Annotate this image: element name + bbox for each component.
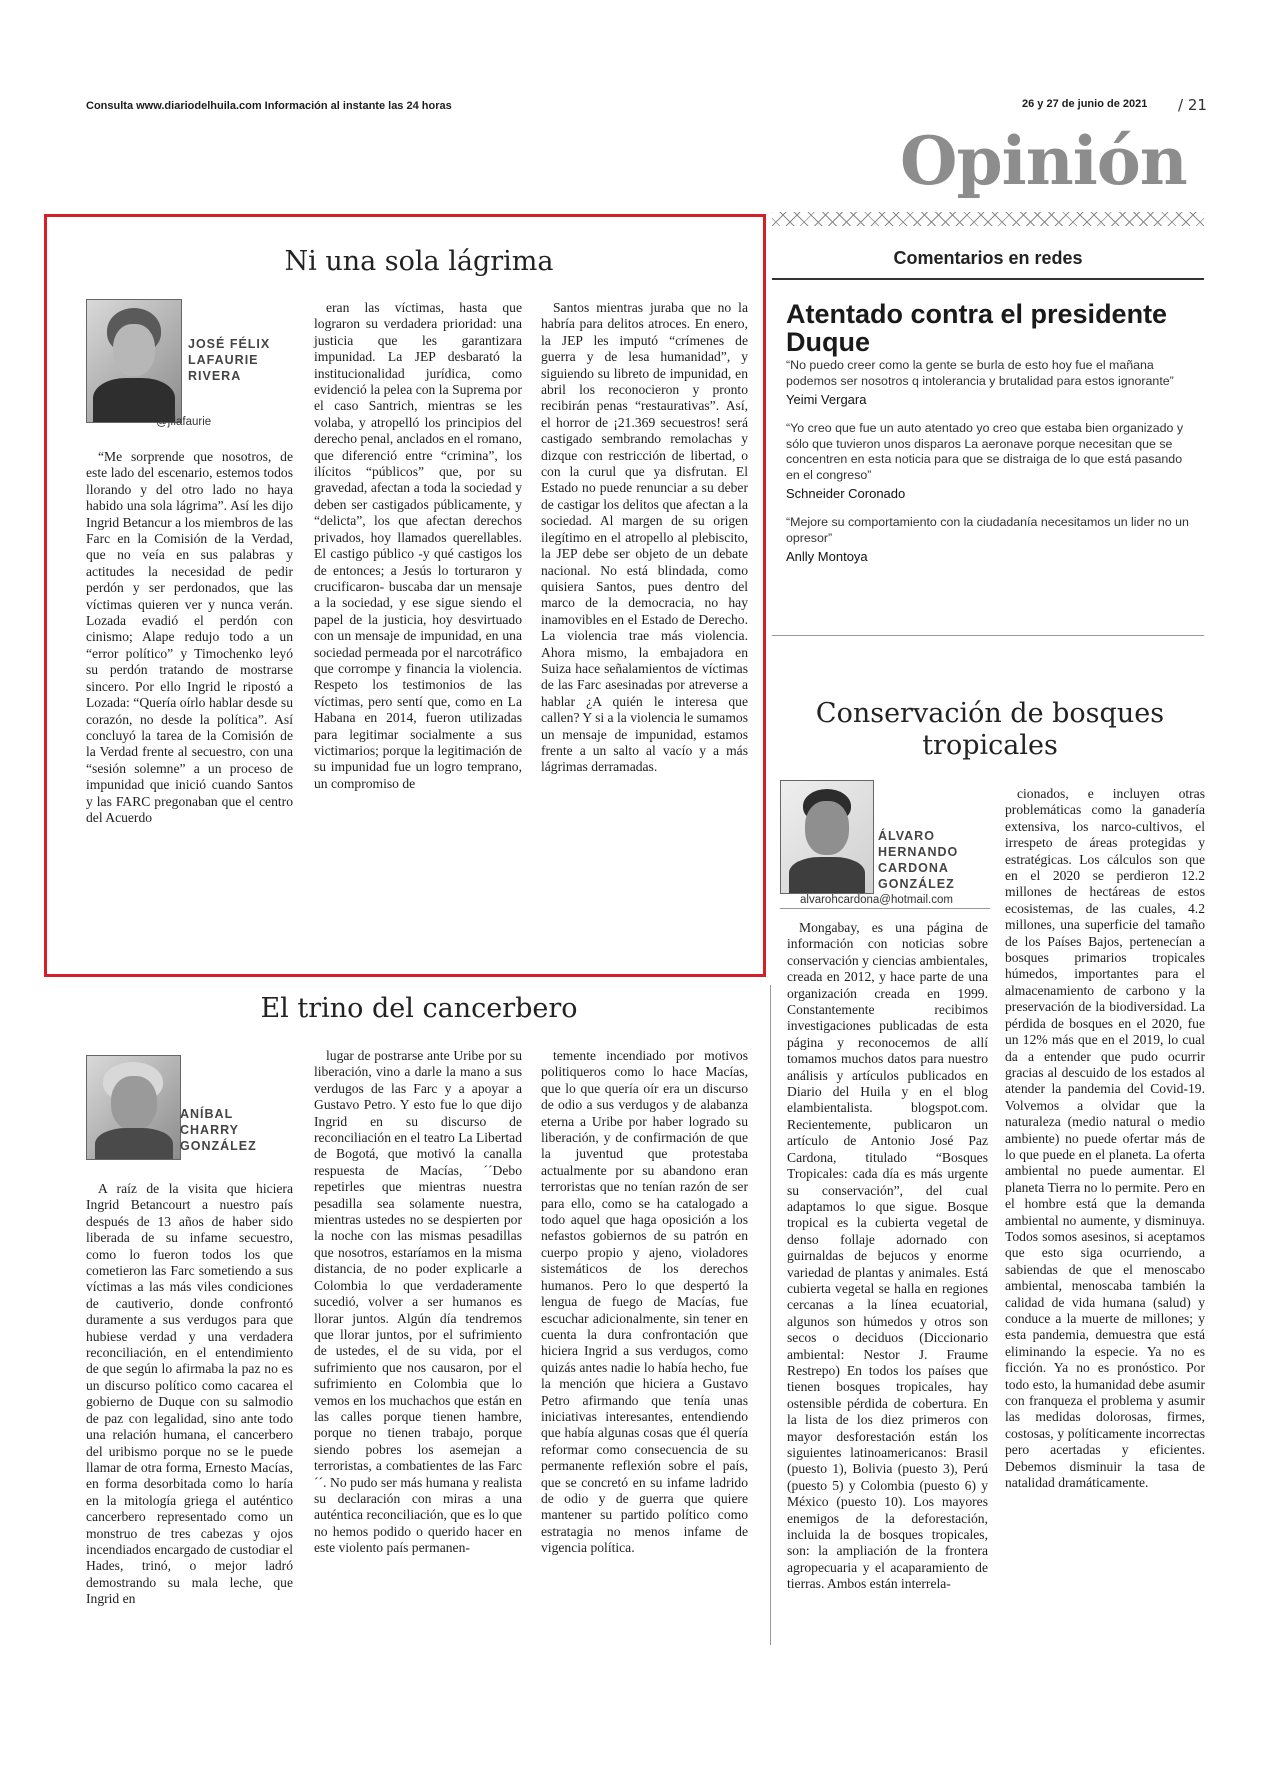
article-column: A raíz de la visita que hiciera Ingrid Betancourt a nuestro país después de 13 años de haber sido liberada de su infame secuestro, como lo fueron todos los que cometieron las Farc sometiendo a sus víctimas a las más viles condiciones de cautiverio, donde confrontó duramente a sus verdugos para que hubiese verdad y una verdadera reconciliación, en el entendimiento de que según lo afirmaba la paz no es un discurso político como cacarea el gobierno de Duque con su salmodio de paz con legalidad, sino ante todo una relación humana, el cancerbero del uribismo porque no se le puede llamar de otra forma, Ernesto Macías, en forma desorbitada como lo haría en la mitología griega el auténtico cancerbero representado como un monstruo de tres cabezas y ojos incendiados encargado de custodiar el Hades, trinó, o mejor ladró demostrando su mala leche, que Ingrid en bbox=[86, 1181, 293, 1607]
comments-title: Atentado contra el presidente Duque bbox=[786, 299, 1168, 357]
comment-quote: “Yo creo que fue un auto atentado yo creo que estaba bien organizado y sólo que tuvieron unos disparos La aeronave porque necesitan que se concentren en esta noticia para que se distraiga de lo que está pasando en el congreso” bbox=[786, 421, 1184, 482]
page-number: / 21 bbox=[1178, 96, 1207, 114]
comment-author: Anlly Montoya bbox=[786, 549, 868, 564]
author-name: JOSÉ FÉLIX LAFAURIE RIVERA bbox=[188, 337, 271, 383]
comment-author: Yeimi Vergara bbox=[786, 392, 867, 407]
comment-author: Schneider Coronado bbox=[786, 486, 906, 501]
section-title: Opinión bbox=[900, 122, 1187, 200]
comment-item bbox=[786, 358, 1190, 407]
comment-quote: “No puedo creer como la gente se burla de esto hoy fue el mañana podemos ser nosotros q intolerancia y brutalidad para estos ignorante” bbox=[786, 358, 1174, 388]
comment-item bbox=[786, 421, 1190, 501]
author-name: ÁLVARO HERNANDO CARDONA GONZÁLEZ bbox=[878, 829, 959, 891]
section-rule bbox=[772, 635, 1204, 636]
header-date: 26 y 27 de junio de 2021 bbox=[1022, 98, 1148, 110]
article-column: lugar de postrarse ante Uribe por su liberación, vino a darle la mano a sus verdugos de las Farc y a apoyar a Gustavo Petro. Y esto fue lo que dijo Ingrid en su discurso de reconciliación en el teatro La Libertad de Bogotá, que motivó la canalla respuesta de Macías, ´´Debo repetirles que mientras nuestra pesadilla sea solamente nuestra, mientras ustedes no se despierten por la noche con las mismas pesadillas que nosotros, estaríamos en la misma distancia, de no poder explicarle a Colombia lo que verdaderamente sucedió, volver a ser humanos es llorar juntos. Algún día tendremos que llorar juntos, por el sufrimiento de ustedes, el de su vida, por el sufrimiento que nos causaron, por el sufrimiento en Colombia que lo vemos en los muchachos que están en las calles porque tienen hambre, porque no tienen trabajo, porque siendo pobres los asemejan a terroristas, a combatientes de las Farc´´. No pudo ser más humana y realista su declaración con miras a una auténtica reconciliación, que es lo que no hemos podido o querido hacer en este violento país permanen- bbox=[314, 1048, 522, 1556]
author-name: ANÍBAL CHARRY GONZÁLEZ bbox=[180, 1107, 257, 1153]
comments-rule bbox=[772, 278, 1204, 280]
author-photo bbox=[86, 299, 182, 423]
author-handle: @jflafaurie bbox=[156, 416, 212, 428]
email-rule bbox=[780, 908, 990, 909]
header-tagline: Consulta www.diariodelhuila.com Información al instante las 24 horas bbox=[86, 100, 452, 112]
author-photo bbox=[86, 1055, 181, 1160]
column-divider bbox=[770, 985, 771, 1645]
decorative-zigzag bbox=[772, 212, 1204, 226]
article-column: Santos mientras juraba que no la habría para delitos atroces. En enero, la JEP les imputó “crímenes de guerra y de lesa humanidad”, y siguiendo su libreto de impunidad, en abril los reconocieron y pronto recibirán penas “restaurativas”. Así, el horror de ¡21.369 secuestros! será castigado sembrando remolachas y dizque con restricción de libertad, o con la curul que ya disfrutan. El Estado no puede renunciar a su deber de castigar los delitos que afectan a la sociedad. Al margen de su origen ilegítimo en el atropello al plebiscito, la JEP debe ser objeto de un debate nacional. No está blindada, como quisiera Santos, pues dentro del marco de la democracia, no hay inamovibles en el Estado de Derecho. La violencia trae más violencia. Ahora mismo, la embajadora en Suiza hace señalamientos de víctimas de las Farc asesinadas por atreverse a hablar ¿A quién le interesa que callen? Y si a la violencia le sumamos un mensaje de impunidad, estamos frente a un salto al vacío y a más lágrimas derramadas. bbox=[541, 300, 748, 775]
article-column: Mongabay, es una página de información con noticias sobre conservación y ciencias ambientales, creada en 2012, y hace parte de una organización creada en 1999. Constantemente recibimos investigaciones publicadas de esta página y reconocemos de allí tomamos muchos datos para nuestro análisis y artículos publicados en Diario del Huila y en el blog elambientalista. blogspot.com. Recientemente, publicaron un artículo de Antonio José Paz Cardona, titulado “Bosques Tropicales: cada día es más urgente su conservación”, del cual adaptamos lo que sigue. Bosque tropical es la cubierta vegetal de denso follaje adornado con guirnaldas de bejucos y enorme variedad de plantas y animales. Está cubierta vegetal se halla en regiones cercanas a la línea ecuatorial, algunos son húmedos y otros son secos o deciduos (Diccionario ambiental: Nestor J. Fraume Restrepo) En todos los países que tienen bosques tropicales, hay ostensible pérdida de cobertura. En la lista de los diez primeros con mayor desforestación están los siguientes latinoamericanos: Brasil (puesto 1), Bolivia (puesto 3), Perú (puesto 5) y Colombia (puesto 6) y México (puesto 10). Los mayores enemigos de la deforestación, incluida la de bosques tropicales, son: la ampliación de la frontera agropecuaria y el acaparamiento de tierras. Ambos están interrela- bbox=[787, 920, 988, 1592]
article-title: Conservación de bosques tropicales bbox=[815, 698, 1165, 761]
article-title: Ni una sola lágrima bbox=[284, 246, 554, 277]
article-column: temente incendiado por motivos politiqueros como lo hace Macías, que lo que quería oír era un discurso de odio a sus verdugos y de alabanza eterna a Uribe por haber logrado su liberación, y de confirmación de que la juventud que protestaba actualmente por su abandono eran terroristas que no tenían razón de ser para ello, como se ha catalogado a todo aquel que haga oposición a los nefastos gobiernos de su patrón en cuerpo propio y ajeno, violadores sistemáticos de los derechos humanos. Pero lo que despertó la lengua de fuego de Macías, fue escuchar adicionalmente, sin tener en cuenta la dura confrontación que hiciera Ingrid a sus verdugos, como quizás antes nadie lo había hecho, fue la mención que hiciera a Gustavo Petro afirmando que tenía unas iniciativas interesantes, entendiendo que había algunas cosas que él quería reformar como consecuencia de su permanente reflexión sobre el país, que se concretó en su infame ladrido de odio y de guerra que quiere mantener su partido político como estratagia no menos infame de vigencia política. bbox=[541, 1048, 748, 1556]
article-column: cionados, e incluyen otras problemáticas como la ganadería extensiva, los narco-cultivos, el irrespeto de áreas protegidas y estratégicas. Los cálculos son que en el 2020 se perdieron 12.2 millones de hectáreas de estos ecosistemas, de las cuales, 4.2 millones, una superficie del tamaño de los Países Bajos, pertenecían a bosques primarios tropicales húmedos, importantes para el almacenamiento de carbono y la preservación de la biodiversidad. La pérdida de bosques en el 2020, fue un 12% más que en el 2019, lo cual da a entender que pudo ocurrir gracias al descuido de los estados al atender la pandemia del Covid-19. Volvemos a olvidar que la naturaleza (medio natural o medio ambiente) no puede ofertar más de lo que puede en el planeta. La oferta ambiental no puede aumentar. El planeta Tierra no lo permite. Pero en el hombre está que la demanda ambiental no aumente, y disminuya. Todos somos asesinos, si aceptamos que esto siga ocurriendo, a sabiendas de que el menoscabo ambiental, menoscaba también la calidad de vida humana (salud) y conduce a la muerte de millones; y esta pandemia, demuestra que está eliminando la especie. Ya no es ficción. Ya no es pronóstico. Por todo esto, la humanidad debe asumir con franqueza el problema y asumir las medidas dolorosas, firmes, costosas, y políticamente incorrectas pero acertadas y eficientes. Debemos disminuir la tasa de natalidad dramáticamente. bbox=[1005, 786, 1205, 1491]
article-column: “Me sorprende que nosotros, de este lado del escenario, estemos todos llorando y del otro lado no haya habido una sola lágrima”. Así les dijo Ingrid Betancur a los miembros de las Farc en la Comisión de la Verdad, que no veía en sus palabras y actitudes la necesidad de pedir perdón y ser perdonados, que las víctimas quieren ver y nunca verán. Lozada evadió el perdón con cinismo; Alape redujo todo a un “error político” y Timochenko leyó su perdón tratando de mostrarse sincero. Por ello Ingrid le ripostó a Lozada: “Quería oírlo hablar desde su corazón, no desde la política”. Así concluyó la tarea de la Comisión de la Verdad frente al secuestro, con una “sesión solemne” a un proceso de impunidad que inició cuando Santos y las FARC pregonaban que el centro del Acuerdo bbox=[86, 449, 293, 825]
comment-quote: “Mejore su comportamiento con la ciudadanía necesitamos un lider no un opresor” bbox=[786, 515, 1189, 545]
article-column: eran las víctimas, hasta que lograron su verdadera prioridad: una justicia que les garantizara impunidad. La JEP desbarató la institucionalidad jurídica, como evidenció la pelea con la Suprema por el caso Santrich, mientras se les volaba, y atropelló los principios del derecho penal, anclados en el romano, que diferenció entre “crimina”, los ilícitos “públicos” que, por su gravedad, afectan a toda la sociedad y deben ser castigados públicamente, y “delicta”, los que afectan derechos privados, hoy llamados querellables. El castigo público -y qué castigos los de entonces; a Jesús lo torturaron y crucificaron- buscaba dar un mensaje a la sociedad, y ese sigue siendo el papel de la justicia, hoy desvirtuado con un mensaje de impunidad, en una sociedad permeada por el narcotráfico que corrompe y financia la violencia. Respeto los testimonios de las víctimas, pero sentí que, como en La Habana en 2014, fueron utilizadas para legitimar socialmente a sus victimarios; porque la legitimación de su impunidad fue un logro temprano, un compromiso de bbox=[314, 300, 522, 791]
author-photo bbox=[780, 780, 874, 894]
article-title: El trino del cancerbero bbox=[260, 993, 578, 1024]
comment-item bbox=[786, 515, 1190, 564]
comments-heading: Comentarios en redes bbox=[893, 248, 1083, 268]
author-email: alvarohcardona@hotmail.com bbox=[800, 894, 953, 906]
comments-list bbox=[786, 358, 1190, 578]
